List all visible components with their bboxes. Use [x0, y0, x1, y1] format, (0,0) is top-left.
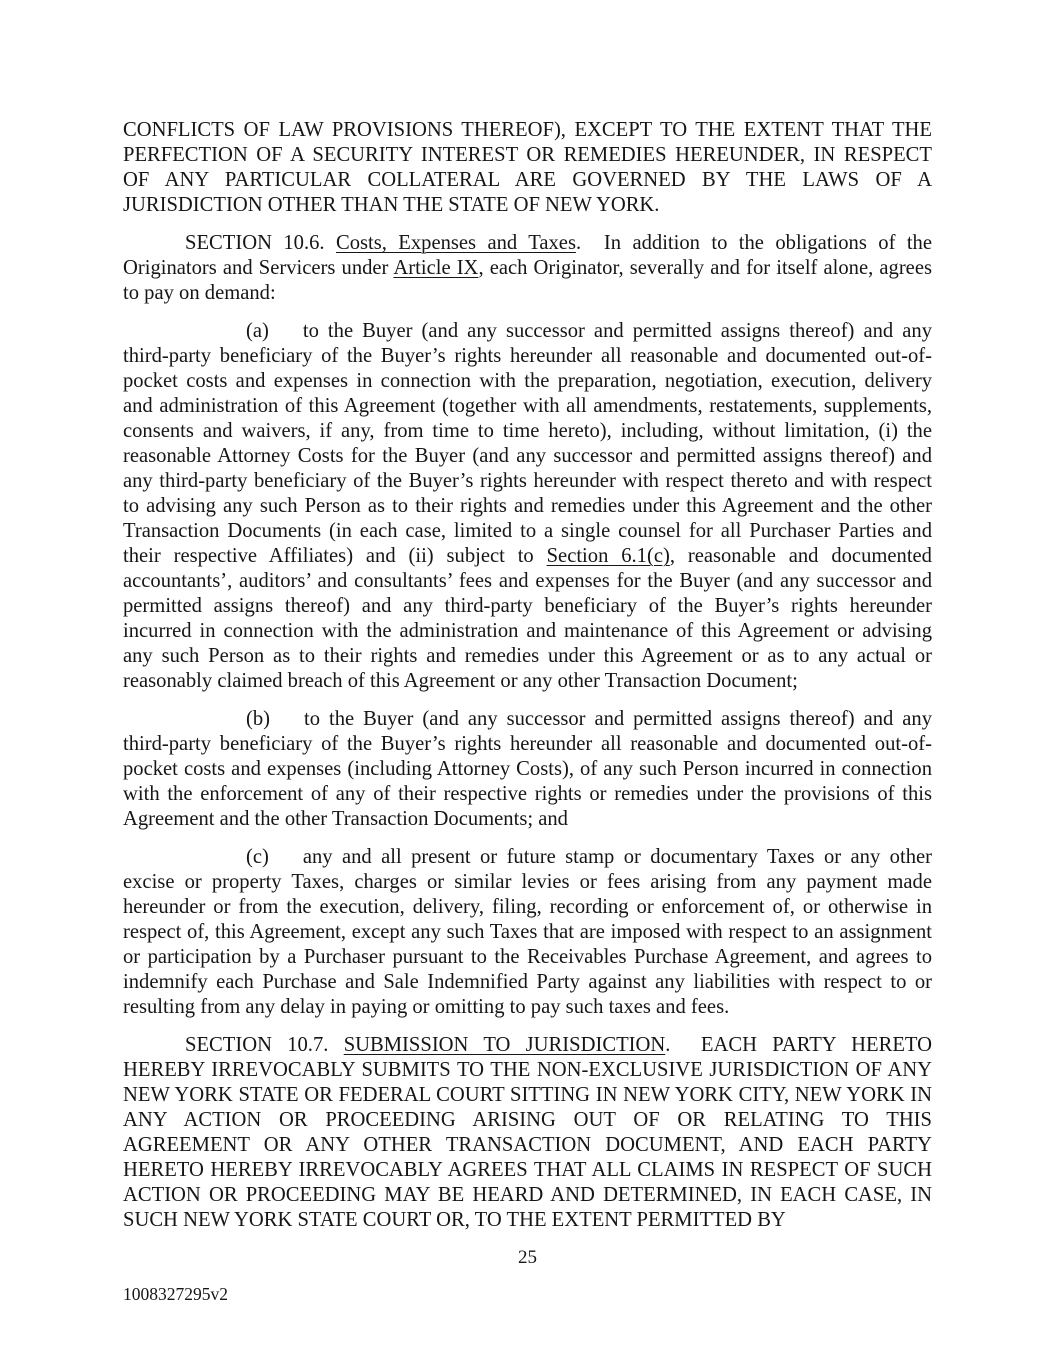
text-run: to the Buyer (and any successor and permitted assigns thereof) and any third-party beneficiary of the Buyer’s rights hereunder all reasonable and documented out-of-pocket costs and expenses in connection with the preparation, negotiation, execution, delivery and administration of this Agreement (together with all amendments, restatements, supplements, consents and waivers, if any, from time to time hereto), including, without limitation, (i) the reasonable Attorney Costs for the Buyer (and any successor and permitted assigns thereof) and any third-party beneficiary of the Buyer’s rights hereunder with respect thereto and with respect to advising any such Person as to their rights and remedies under this Agreement and the other Transaction Documents (in each case, limited to a single counsel for all Purchaser Parties and their respective Affiliates) and (ii) subject to — [123, 320, 932, 567]
clause-b-paragraph — [123, 707, 932, 832]
text-run: . In addition to the obligations of the Originators and Servicers under — [123, 232, 932, 279]
underlined-text-run: Article IX — [393, 257, 479, 279]
underlined-text-run: SUBMISSION TO JURISDICTION — [343, 1034, 666, 1056]
text-run: , reasonable and documented accountants’, auditors’ and consultants’ fees and expenses for the Buyer (and any successor and permitted assigns thereof) and any third-party beneficiary of the Buyer’s rights hereunder incurred in connection with the administration and maintenance of this Agreement or advising any such Person as to their rights and remedies under this Agreement or as to any actual or reasonably claimed breach of this Agreement or any other Transaction Document; — [123, 545, 932, 692]
continuation-paragraph — [123, 118, 932, 218]
clause-c-paragraph — [123, 845, 932, 1020]
section-10-6-paragraph — [123, 231, 932, 306]
page-number: 25 — [518, 1247, 537, 1268]
document-id: 1008327295v2 — [123, 1284, 228, 1304]
underlined-text-run: Costs, Expenses and Taxes — [335, 232, 576, 254]
text-run: SECTION 10.6. — [185, 232, 336, 254]
text-run: , each Originator, severally and for itself alone, agrees to pay on demand: — [123, 257, 932, 304]
section-10-7-paragraph — [123, 1033, 932, 1233]
text-run: to the Buyer (and any successor and permitted assigns thereof) and any third-party beneficiary of the Buyer’s rights hereunder all reasonable and documented out-of-pocket costs and expenses (including Attorney Costs), of any such Person incurred in connection with the enforcement of any of their respective rights or remedies under the provisions of this Agreement and the other Transaction Documents; and — [123, 708, 932, 830]
text-run: CONFLICTS OF LAW PROVISIONS THEREOF), EXCEPT TO THE EXTENT THAT THE PERFECTION OF A SECURITY INTEREST OR REMEDIES HEREUNDER, IN RESPECT OF ANY PARTICULAR COLLATERAL ARE GOVERNED BY THE LAWS OF A JURISDICTION OTHER THAN THE STATE OF NEW YORK. — [123, 119, 932, 216]
clause-a-paragraph — [123, 319, 932, 694]
text-run: (c) — [246, 846, 269, 868]
text-run: any and all present or future stamp or documentary Taxes or any other excise or property Taxes, charges or similar levies or fees arising from any payment made hereunder or from the execution, delivery, filing, recording or enforcement of, or otherwise in respect of, this Agreement, except any such Taxes that are imposed with respect to an assignment or participation by a Purchaser pursuant to the Receivables Purchase Agreement, and agrees to indemnify each Purchase and Sale Indemnified Party against any liabilities with respect to or resulting from any delay in paying or omitting to pay such taxes and fees. — [123, 846, 932, 1018]
document-body — [123, 118, 932, 1233]
text-run: (a) — [246, 320, 269, 342]
underlined-text-run: Section 6.1(c) — [546, 545, 670, 567]
text-run: SECTION 10.7. — [185, 1034, 344, 1056]
text-run: . EACH PARTY HERETO HEREBY IRREVOCABLY SUBMITS TO THE NON-EXCLUSIVE JURISDICTION OF ANY NEW YORK STATE OR FEDERAL COURT SITTING IN NEW YORK CITY, NEW YORK IN ANY ACTION OR PROCEEDING ARISING OUT OF OR RELATING TO THIS AGREEMENT OR ANY OTHER TRANSACTION DOCUMENT, AND EACH PARTY HERETO HEREBY IRREVOCABLY AGREES THAT ALL CLAIMS IN RESPECT OF SUCH ACTION OR PROCEEDING MAY BE HEARD AND DETERMINED, IN EACH CASE, IN SUCH NEW YORK STATE COURT OR, TO THE EXTENT PERMITTED BY — [123, 1034, 932, 1231]
text-run: (b) — [246, 708, 271, 730]
